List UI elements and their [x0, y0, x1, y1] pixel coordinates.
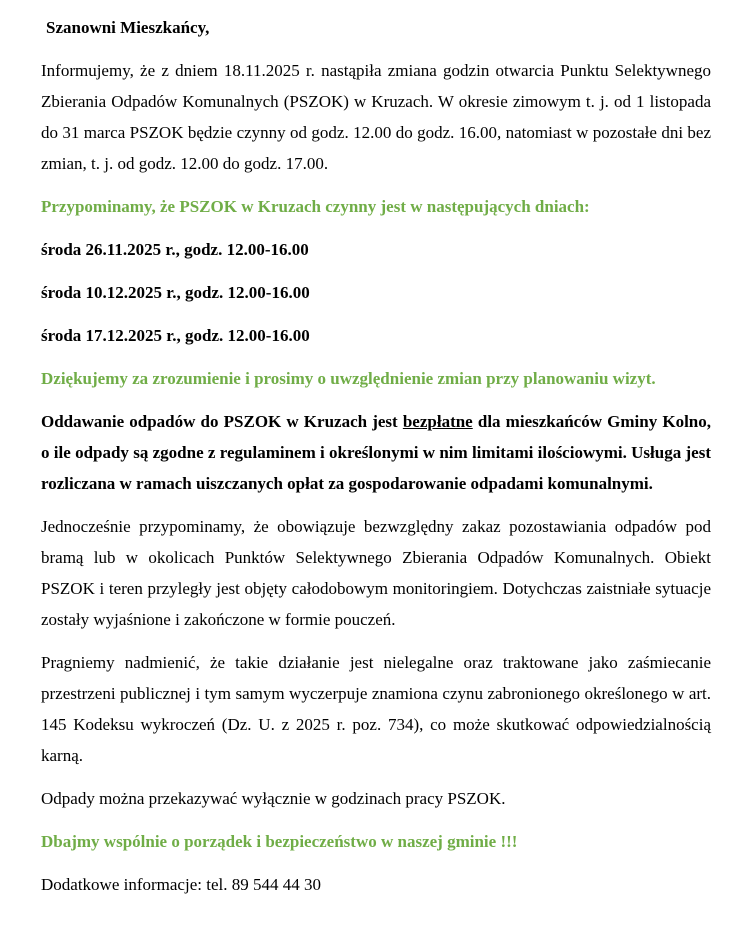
hours-note: Odpady można przekazywać wyłącznie w godzinach pracy PSZOK.	[41, 789, 506, 808]
schedule-heading: Przypominamy, że PSZOK w Kruzach czynny jest w następujących dniach:	[41, 197, 590, 216]
monitoring-paragraph: Jednocześnie przypominamy, że obowiązuje bezwzględny zakaz pozostawiania odpadów pod bramą lub w okolicach Punktów Selektywnego Zbierania Odpadów Komunalnych. Obiekt PSZOK i teren przyległy jest objęty całodobowym monitoringiem. Dotychczas zaistniałe sytuacje zostały wyjaśnione i zakończone w formie pouczeń.	[41, 517, 711, 629]
legal-paragraph: Pragniemy nadmienić, że takie działanie jest nielegalne oraz traktowane jako zaśmiecanie przestrzeni publicznej i tym samym wyczerpuje znamiona czynu zabronionego określonego w art. 145 Kodeksu wykroczeń (Dz. U. z 2025 r. poz. 734), co może skutkować odpowiedzialnością karną.	[41, 653, 711, 765]
schedule-item: środa 17.12.2025 r., godz. 12.00-16.00	[41, 326, 310, 345]
free-disposal-underlined-word: bezpłatne	[402, 412, 473, 431]
free-disposal-text-after: dla mieszkańców Gminy Kolno, o ile odpady są zgodne z regulaminem i określonymi w nim limitami ilościowymi. Usługa jest rozliczana w ramach uiszczanych opłat za gospodarowanie odpadami komunalnymi.	[41, 412, 711, 493]
schedule-item: środa 26.11.2025 r., godz. 12.00-16.00	[41, 240, 309, 259]
free-disposal-paragraph	[41, 406, 711, 499]
contact-info: Dodatkowe informacje: tel. 89 544 44 30	[41, 875, 321, 894]
intro-paragraph: Informujemy, że z dniem 18.11.2025 r. nastąpiła zmiana godzin otwarcia Punktu Selektywnego Zbierania Odpadów Komunalnych (PSZOK) w Kruzach. W okresie zimowym t. j. od 1 listopada do 31 marca PSZOK będzie czynny od godz. 12.00 do godz. 16.00, natomiast w pozostałe dni bez zmian, t. j. od godz. 12.00 do godz. 17.00.	[41, 61, 711, 173]
thanks-note: Dziękujemy za zrozumienie i prosimy o uwzględnienie zmian przy planowaniu wizyt.	[41, 369, 656, 388]
free-disposal-text-before: Oddawanie odpadów do PSZOK w Kruzach jest	[41, 412, 403, 431]
closing-slogan: Dbajmy wspólnie o porządek i bezpieczeństwo w naszej gminie !!!	[41, 832, 518, 851]
greeting-heading: Szanowni Mieszkańcy,	[46, 18, 210, 37]
schedule-item: środa 10.12.2025 r., godz. 12.00-16.00	[41, 283, 310, 302]
